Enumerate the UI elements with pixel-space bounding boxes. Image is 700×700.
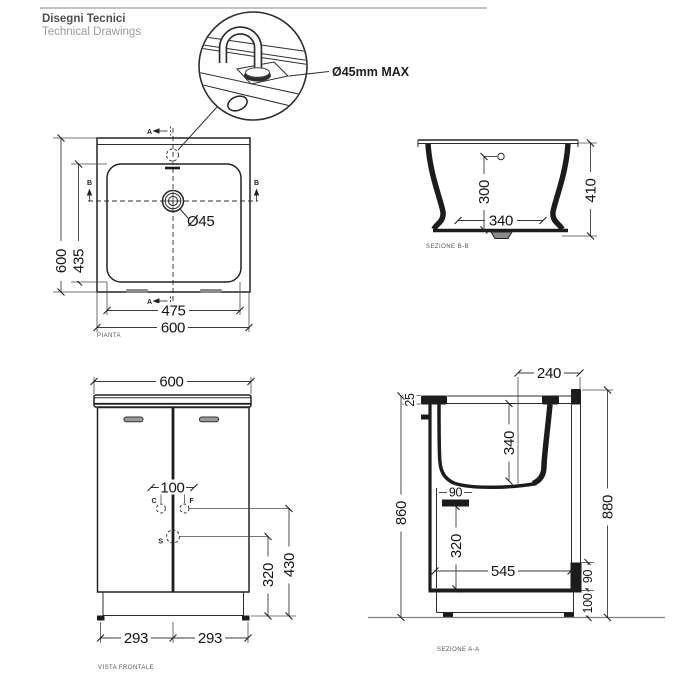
- aa-dim-cabinet-inner-height: 320: [448, 533, 465, 559]
- front-hole-hot: [180, 504, 189, 513]
- front-dim-drain-height: 320: [260, 562, 277, 588]
- bubble-leader: [178, 107, 217, 150]
- front-dim-supply-gap: 100: [160, 479, 185, 497]
- plan-drain-diameter: Ø45: [187, 213, 215, 230]
- aa-dim-side-panel-height: 90: [581, 569, 595, 584]
- bb-dim-overflow-depth: 300: [476, 179, 493, 205]
- front-hole-drain-label: S: [158, 538, 163, 546]
- aa-dim-rim-thickness: 25: [403, 393, 417, 407]
- aa-dim-plinth-height: 100: [581, 593, 595, 614]
- plan-view-label: PIANTA: [97, 333, 121, 339]
- plan-dim-outer-height: 600: [53, 248, 70, 274]
- aa-drain-trap: [442, 500, 469, 507]
- aa-dim-drain-offset: 90: [448, 485, 463, 500]
- aa-dim-basin-depth: 340: [501, 430, 518, 456]
- plan-foot-left: [126, 289, 148, 293]
- plan-cabinet-outline: [97, 138, 250, 292]
- front-dim-supply-height: 430: [281, 552, 298, 578]
- plan-dim-outer-width: 600: [160, 319, 186, 337]
- aa-basin-back-wall: [533, 405, 550, 484]
- plan-drain: [163, 191, 184, 212]
- front-handle-right: [200, 417, 219, 422]
- bb-overflow-hole: [498, 153, 504, 159]
- bb-drain: [491, 232, 512, 239]
- section-bb-label: SEZIONE B-B: [426, 244, 469, 250]
- aa-dim-total-height: 880: [599, 494, 617, 520]
- bb-wall-right: [553, 144, 568, 229]
- front-handle-left: [124, 417, 143, 422]
- aa-foot-left: [443, 613, 453, 618]
- bb-dim-bottom-width: 340: [488, 212, 514, 230]
- plan-basin-outline: [107, 164, 241, 282]
- plan-foot-right: [200, 289, 222, 293]
- front-hole-hot-label: F: [189, 498, 194, 505]
- plan-dim-basin-width: 475: [161, 302, 186, 320]
- detail-bubble: [178, 12, 410, 150]
- section-marker-b-left: [87, 180, 92, 201]
- section-aa-label: SEZIONE A-A: [437, 647, 480, 653]
- aa-basin-floor: [455, 484, 536, 488]
- front-hole-cold: [157, 504, 166, 513]
- svg-text:B: B: [253, 180, 260, 187]
- front-foot-right: [242, 616, 250, 621]
- front-view-label: VISTA FRONTALE: [98, 665, 155, 671]
- callout-max-diameter: Ø45mm MAX: [332, 65, 410, 79]
- aa-dim-top-depth: 240: [536, 365, 562, 382]
- front-dim-door-left: 293: [123, 630, 149, 647]
- section-aa-view: [368, 365, 665, 653]
- svg-text:B: B: [86, 180, 93, 187]
- front-hole-cold-label: C: [151, 498, 157, 505]
- aa-foot-right: [564, 613, 574, 618]
- front-top-slab: [94, 395, 251, 407]
- aa-basin-front-wall: [439, 405, 455, 484]
- svg-text:A: A: [146, 299, 152, 306]
- aa-dim-front-height: 860: [393, 500, 410, 526]
- bb-dim-total-height: 410: [582, 178, 600, 203]
- front-view: [94, 374, 298, 672]
- front-dim-door-right: 293: [197, 630, 223, 647]
- section-bb-view: [418, 140, 600, 250]
- aa-side-panel-foot: [571, 563, 582, 591]
- aa-tap-nub: [421, 415, 429, 420]
- front-dim-width: 600: [159, 373, 184, 391]
- page-subtitle: Technical Drawings: [42, 26, 142, 38]
- aa-dim-inner-depth: 545: [490, 563, 516, 580]
- bb-wall-left: [428, 144, 443, 229]
- aa-rim-front: [421, 396, 447, 405]
- plan-dim-basin-height: 435: [70, 248, 88, 274]
- page-title: Disegni Tecnici: [42, 13, 126, 25]
- section-marker-a-top: [147, 127, 171, 137]
- svg-text:A: A: [146, 129, 152, 136]
- front-foot-left: [97, 616, 105, 621]
- plan-view: [53, 127, 259, 340]
- plan-tap-hole: [167, 149, 179, 161]
- section-marker-b-right: [254, 180, 259, 201]
- aa-back-lip: [571, 389, 581, 405]
